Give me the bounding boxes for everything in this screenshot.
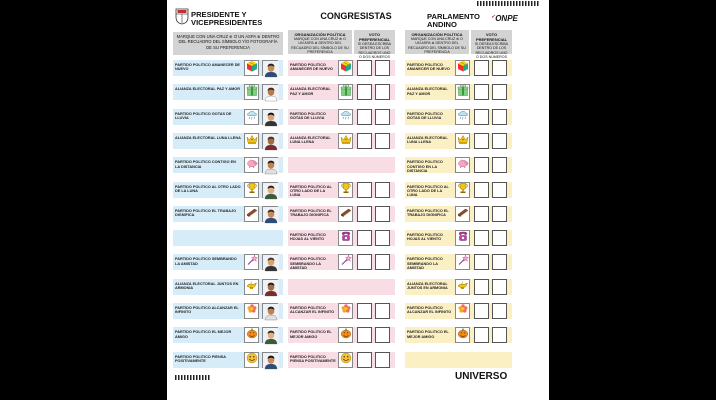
presidente-instructions: MARQUE CON UNA CRUZ ⊕ O UN ASPA ⊗ DENTRO DEL RECUADRO DEL SÍMBOLO Y/O FOTOGRAFÍA DE SU PREFERENCIA (173, 32, 283, 55)
parlamento-party-symbol[interactable] (455, 206, 470, 222)
parlamento-party-name: PARTIDO POLITICO EL TRABAJO DIGNIFICA (407, 208, 449, 218)
voto-preferencial-box-2[interactable] (375, 352, 390, 368)
voto-preferencial-box-2[interactable] (492, 84, 507, 100)
smiley-icon (246, 351, 258, 369)
congresistas-party-name: PARTIDO POLITICO EL MEJOR AMIGO (290, 330, 332, 339)
voto-preferencial-box-1[interactable] (474, 109, 489, 125)
cube-icon (246, 59, 258, 77)
party-row (167, 230, 549, 248)
book-icon (340, 205, 352, 223)
telephone-icon (457, 229, 469, 247)
presidente-party-name: PARTIDO POLITICO ALCANZAR EL INFINITO (175, 306, 239, 315)
peru-coat-of-arms-icon (175, 7, 189, 30)
parlamento-party-symbol[interactable] (455, 60, 470, 76)
presidente-party-name: ALIANZA ELECTORAL LUNA LLENA (175, 135, 241, 140)
voto-preferencial-box-2[interactable] (492, 254, 507, 270)
voto-preferencial-box-2[interactable] (492, 327, 507, 343)
voto-preferencial-box-1[interactable] (474, 206, 489, 222)
parlamento-party-symbol[interactable] (455, 303, 470, 319)
voto-preferencial-box-2[interactable] (492, 230, 507, 246)
presidente-party-symbol[interactable] (244, 279, 259, 295)
pumpkin-icon (457, 326, 469, 344)
party-row (167, 182, 549, 200)
voto-preferencial-box-2[interactable] (492, 157, 507, 173)
cube-icon (457, 59, 469, 77)
voto-preferencial-box-2[interactable] (375, 254, 390, 270)
candidate-photo[interactable] (262, 206, 278, 222)
presidente-party-name: PARTIDO POLITICO PIENSA POSITIVAMENTE (175, 354, 226, 363)
candidate-photo[interactable] (262, 182, 278, 198)
voto-preferencial-box-1[interactable] (474, 230, 489, 246)
parlamento-party-symbol[interactable] (455, 133, 470, 149)
voto-preferencial-box-1[interactable] (474, 157, 489, 173)
wand-icon (246, 253, 258, 271)
voto-preferencial-box-1[interactable] (474, 133, 489, 149)
parlamento-party-name: PARTIDO POLITICO HOJAS AL VIENTO (407, 233, 443, 242)
party-row (167, 84, 549, 102)
presidente-party-name: PARTIDO POLITICO AL OTRO LADO DE LA LUNA (175, 184, 241, 193)
lamp-icon (457, 278, 469, 296)
voto-preferencial-box-2[interactable] (375, 327, 390, 343)
candidate-photo[interactable] (262, 254, 278, 270)
top-barcode (477, 1, 539, 6)
congresistas-party-symbol[interactable] (338, 206, 353, 222)
pumpkin-icon (246, 326, 258, 344)
voto-preferencial-box-2[interactable] (375, 206, 390, 222)
voto-preferencial-box-1[interactable] (357, 84, 372, 100)
presidente-party-name: PARTIDO POLITICO EL TRABAJO DIGNIFICA (175, 208, 237, 218)
congresistas-party-name: PARTIDO POLITICO AL OTRO LADO DE LA LUNA (290, 184, 332, 198)
candidate-photo[interactable] (262, 352, 278, 368)
candidate-photo[interactable] (262, 84, 278, 100)
party-row (167, 109, 549, 127)
voto-preferencial-box-1[interactable] (357, 133, 372, 149)
presidente-party-symbol[interactable] (244, 352, 259, 368)
congresistas-party-symbol[interactable] (338, 352, 353, 368)
trophy-icon (457, 181, 469, 199)
party-row (167, 206, 549, 224)
voto-preferencial-box-2[interactable] (492, 109, 507, 125)
presidente-party-name: PARTIDO POLITICO SEMBRANDO LA AMISTAD (175, 257, 237, 266)
congresistas-party-name: PARTIDO POLITICO PIENSA POSITIVAMENTE (290, 354, 336, 363)
congresistas-party-name: PARTIDO POLITICO SEMBRANDO LA AMISTAD (290, 257, 326, 271)
voto-preferencial-box-2[interactable] (492, 279, 507, 295)
voto-preferencial-box-1[interactable] (474, 303, 489, 319)
congresistas-party-name: PARTIDO POLITICO HOJAS AL VIENTO (290, 233, 326, 242)
candidate-photo[interactable] (262, 279, 278, 295)
presidente-header: PRESIDENTE Y VICEPRESIDENTES (191, 10, 263, 28)
candidate-photo[interactable] (262, 60, 278, 76)
congresistas-party-name: PARTIDO POLITICO EL TRABAJO DIGNIFICA (290, 208, 332, 218)
voto-preferencial-box-2[interactable] (375, 182, 390, 198)
cube-icon (340, 59, 352, 77)
candidate-photo[interactable] (262, 303, 278, 319)
candidate-photo[interactable] (262, 133, 278, 149)
gift-icon (457, 83, 469, 101)
parlamento-party-name: PARTIDO POLITICO CONTIGO EN LA DISTANCIA (407, 160, 443, 173)
presidente-party-symbol[interactable] (244, 254, 259, 270)
party-row (167, 303, 549, 321)
voto-preferencial-box-2[interactable] (492, 60, 507, 76)
parlamento-party-name: ALIANZA ELECTORAL PAZ Y AMOR (407, 87, 448, 96)
parlamento-party-name: PARTIDO POLITICO AMANECER DE NUEVO (407, 63, 450, 72)
congresistas-party-symbol[interactable] (338, 303, 353, 319)
cloud-icon (246, 108, 258, 126)
voto-preferencial-box-1[interactable] (474, 279, 489, 295)
presidente-strip (173, 230, 283, 246)
piggy-icon (246, 156, 258, 174)
party-row (167, 157, 549, 175)
congresistas-header: CONGRESISTAS (320, 11, 392, 21)
congresistas-party-name: ALIANZA ELECTORAL LUNA LLENA (290, 135, 331, 145)
voto-preferencial-box-2[interactable] (492, 303, 507, 319)
presidente-party-name: ALIANZA ELECTORAL PAZ Y AMOR (175, 87, 240, 92)
parlamento-voto-instructions: VOTO PREFERENCIAL SI DESEA ESCRIBA DENTRO DE LOS RECUADROS UNO O DOS NÚMEROS (471, 30, 512, 54)
congresistas-party-name: PARTIDO POLITICO GOTAS DE LLUVIA (290, 111, 326, 120)
bottom-barcode (175, 375, 211, 380)
parlamento-party-name: PARTIDO POLITICO SEMBRANDO LA AMISTAD (407, 257, 443, 271)
congresistas-strip (288, 157, 395, 173)
presidente-party-symbol[interactable] (244, 182, 259, 198)
voto-preferencial-box-2[interactable] (375, 230, 390, 246)
voto-preferencial-box-1[interactable] (474, 84, 489, 100)
parlamento-party-symbol[interactable] (455, 327, 470, 343)
gift-icon (246, 83, 258, 101)
onpe-logo: ✓ONPE (491, 14, 518, 23)
flower-icon (457, 302, 469, 320)
voto-preferencial-box-1[interactable] (357, 352, 372, 368)
congresistas-party-symbol[interactable] (338, 230, 353, 246)
congresistas-party-name: PARTIDO POLITICO AMANECER DE NUEVO (290, 63, 333, 72)
congresistas-party-symbol[interactable] (338, 327, 353, 343)
congresistas-org-instructions: ORGANIZACIÓN POLÍTICA MARQUE CON UNA CRUZ ⊕ O UN ASPA ⊗ DENTRO DEL RECUADRO DEL SÍMBOLO DE SU PREFERENCIA (288, 30, 352, 54)
parlamento-party-name: PARTIDO POLITICO EL MEJOR AMIGO (407, 330, 449, 339)
presidente-party-name: ALIANZA ELECTORAL JUNTOS EN ARMONIA (175, 281, 239, 291)
presidente-party-symbol[interactable] (244, 109, 259, 125)
crown-icon (246, 132, 258, 150)
lamp-icon (246, 278, 258, 296)
voto-preferencial-box-2[interactable] (375, 133, 390, 149)
ballot-sheet (167, 0, 549, 400)
parlamento-party-symbol[interactable] (455, 182, 470, 198)
congresistas-party-symbol[interactable] (338, 254, 353, 270)
voto-preferencial-box-2[interactable] (492, 182, 507, 198)
gift-icon (340, 83, 352, 101)
voto-preferencial-box-1[interactable] (357, 206, 372, 222)
presidente-party-symbol[interactable] (244, 157, 259, 173)
voto-preferencial-box-1[interactable] (474, 60, 489, 76)
voto-preferencial-box-1[interactable] (474, 254, 489, 270)
trophy-icon (246, 181, 258, 199)
cloud-icon (340, 108, 352, 126)
congresistas-party-symbol[interactable] (338, 133, 353, 149)
presidente-party-name: PARTIDO POLITICO CONTIGO EN LA DISTANCIA (175, 160, 236, 169)
parlamento-party-symbol[interactable] (455, 279, 470, 295)
voto-preferencial-box-1[interactable] (357, 109, 372, 125)
parlamento-party-name: ALIANZA ELECTORAL LUNA LLENA (407, 135, 448, 145)
wand-icon (457, 253, 469, 271)
voto-preferencial-box-1[interactable] (357, 182, 372, 198)
presidente-party-name: PARTIDO POLITICO AMANECER DE NUEVO (175, 63, 240, 72)
voto-preferencial-box-1[interactable] (357, 254, 372, 270)
crown-icon (457, 132, 469, 150)
parlamento-header: PARLAMENTO ANDINO (427, 12, 480, 29)
parlamento-party-symbol[interactable] (455, 84, 470, 100)
parlamento-org-instructions: ORGANIZACIÓN POLÍTICA MARQUE CON UNA CRUZ ⊕ O UN ASPA ⊗ DENTRO DEL RECUADRO DEL SÍMBOLO DE SU PREFERENCIA (405, 30, 469, 54)
congresistas-party-symbol[interactable] (338, 109, 353, 125)
telephone-icon (340, 229, 352, 247)
congresistas-strip (288, 279, 395, 295)
smiley-icon (340, 351, 352, 369)
parlamento-party-name: PARTIDO POLITICO ALCANZAR EL INFINITO (407, 306, 452, 315)
book-icon (457, 205, 469, 223)
wand-icon (340, 253, 352, 271)
party-row (167, 254, 549, 272)
congresistas-party-name: PARTIDO POLITICO ALCANZAR EL INFINITO (290, 306, 335, 315)
voto-preferencial-box-1[interactable] (357, 303, 372, 319)
congresistas-party-symbol[interactable] (338, 60, 353, 76)
congresistas-party-symbol[interactable] (338, 84, 353, 100)
voto-preferencial-box-1[interactable] (474, 182, 489, 198)
pumpkin-icon (340, 326, 352, 344)
parlamento-party-name: ALIANZA ELECTORAL JUNTOS EN ARMONIA (407, 281, 448, 291)
universo-watermark: UNIVERSO (455, 371, 508, 382)
parlamento-party-symbol[interactable] (455, 230, 470, 246)
candidate-photo[interactable] (262, 109, 278, 125)
congresistas-party-name: ALIANZA ELECTORAL PAZ Y AMOR (290, 87, 331, 96)
voto-preferencial-box-1[interactable] (357, 327, 372, 343)
flower-icon (340, 302, 352, 320)
cloud-icon (457, 108, 469, 126)
voto-preferencial-box-1[interactable] (357, 230, 372, 246)
party-row (167, 352, 549, 370)
party-row (167, 133, 549, 151)
voto-preferencial-box-2[interactable] (492, 133, 507, 149)
book-icon (246, 205, 258, 223)
voto-preferencial-box-1[interactable] (474, 327, 489, 343)
trophy-icon (340, 181, 352, 199)
presidente-party-symbol[interactable] (244, 303, 259, 319)
presidente-party-symbol[interactable] (244, 60, 259, 76)
congresistas-voto-instructions: VOTO PREFERENCIAL SI DESEA ESCRIBA DENTRO DE LOS RECUADROS UNO O DOS NÚMEROS (354, 30, 395, 54)
party-row (167, 60, 549, 78)
presidente-party-symbol[interactable] (244, 84, 259, 100)
parlamento-party-symbol[interactable] (455, 254, 470, 270)
parlamento-party-symbol[interactable] (455, 157, 470, 173)
flower-icon (246, 302, 258, 320)
voto-preferencial-box-2[interactable] (375, 60, 390, 76)
piggy-icon (457, 156, 469, 174)
presidente-party-symbol[interactable] (244, 206, 259, 222)
parlamento-party-name: PARTIDO POLITICO GOTAS DE LLUVIA (407, 111, 443, 120)
presidente-party-name: PARTIDO POLITICO EL MEJOR AMIGO (175, 330, 232, 339)
voto-preferencial-box-2[interactable] (492, 206, 507, 222)
congresistas-party-symbol[interactable] (338, 182, 353, 198)
crown-icon (340, 132, 352, 150)
presidente-party-symbol[interactable] (244, 327, 259, 343)
voto-preferencial-box-2[interactable] (375, 303, 390, 319)
presidente-party-symbol[interactable] (244, 133, 259, 149)
candidate-photo[interactable] (262, 157, 278, 173)
voto-preferencial-box-2[interactable] (375, 109, 390, 125)
party-row (167, 279, 549, 297)
party-row (167, 327, 549, 345)
parlamento-party-name: PARTIDO POLITICO AL OTRO LADO DE LA LUNA (407, 184, 449, 198)
candidate-photo[interactable] (262, 327, 278, 343)
presidente-party-name: PARTIDO POLITICO GOTAS DE LLUVIA (175, 111, 232, 120)
parlamento-strip (405, 352, 512, 368)
voto-preferencial-box-1[interactable] (357, 60, 372, 76)
parlamento-party-symbol[interactable] (455, 109, 470, 125)
voto-preferencial-box-2[interactable] (375, 84, 390, 100)
